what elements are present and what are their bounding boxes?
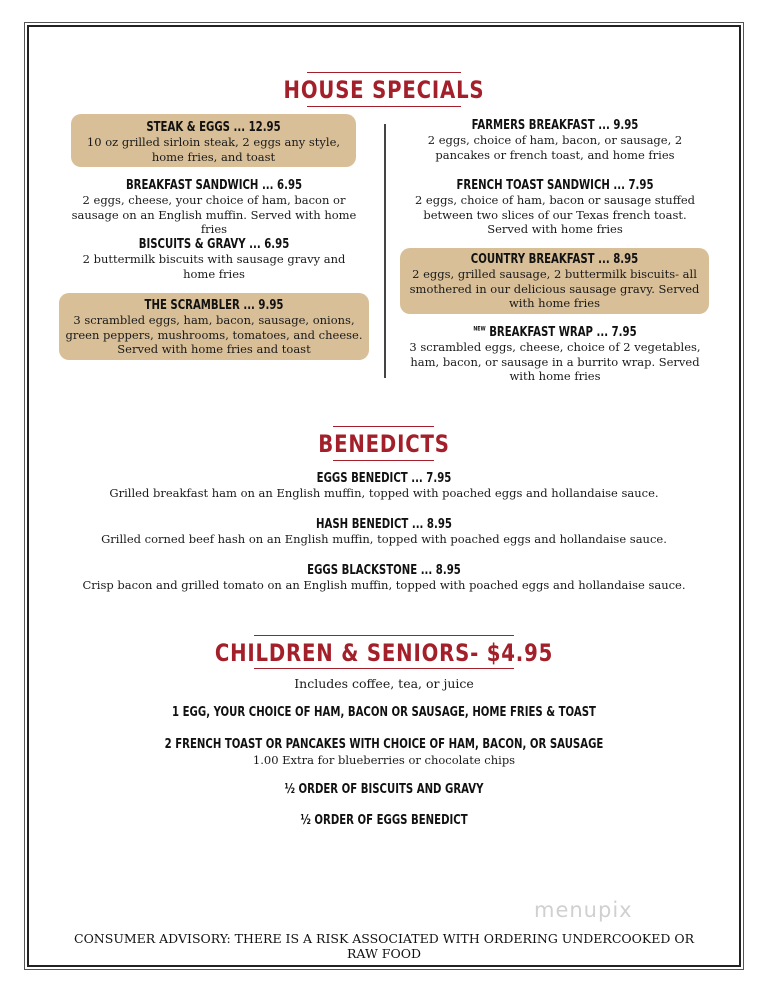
house-specials-top-rule xyxy=(307,72,461,73)
benedicts-bottom-rule xyxy=(333,460,434,461)
children-item-2-note: 1.00 Extra for blueberries or chocolate chips xyxy=(252,753,516,767)
watermark-logo: menupix xyxy=(534,898,633,922)
item-name: EGGS BENEDICT ... 7.95 xyxy=(316,471,452,486)
item-desc: 3 scrambled eggs, ham, bacon, sausage, onions, green peppers, mushrooms, tomatoes, and cheese. Served with home fries and toast xyxy=(65,313,363,356)
consumer-advisory: CONSUMER ADVISORY: THERE IS A RISK ASSOCIATED WITH ORDERING UNDERCOOKED OR RAW FOOD xyxy=(74,931,694,961)
item-name: COUNTRY BREAKFAST ... 8.95 xyxy=(470,252,639,267)
item-name: THE SCRAMBLER ... 9.95 xyxy=(144,298,284,313)
menu-item-french-toast-sandwich xyxy=(402,178,708,237)
item-name: FARMERS BREAKFAST ... 9.95 xyxy=(471,118,639,133)
item-name-text: BREAKFAST WRAP ... 7.95 xyxy=(489,325,637,340)
item-name: STEAK & EGGS ... 12.95 xyxy=(146,120,281,135)
item-name: HASH BENEDICT ... 8.95 xyxy=(316,517,452,532)
item-name: FRENCH TOAST SANDWICH ... 7.95 xyxy=(456,178,654,193)
house-specials-bottom-rule xyxy=(307,106,461,107)
menu-item-steak-eggs xyxy=(71,114,356,167)
item-desc: Crisp bacon and grilled tomato on an English muffin, topped with poached eggs and hollandaise sauce. xyxy=(82,578,686,592)
house-specials-title: HOUSE SPECIALS xyxy=(283,76,485,104)
benedicts-top-rule xyxy=(333,426,434,427)
column-divider xyxy=(384,124,386,378)
item-name: BREAKFAST SANDWICH ... 6.95 xyxy=(125,178,303,193)
item-desc: 2 eggs, grilled sausage, 2 buttermilk biscuits- all smothered in our delicious sausage gravy. Served with home fries xyxy=(409,267,700,310)
children-item-1: 1 EGG, YOUR CHOICE OF HAM, BACON OR SAUSAGE, HOME FRIES & TOAST xyxy=(172,705,596,720)
menu-item-eggs-blackstone xyxy=(60,563,708,593)
item-desc: 2 eggs, choice of ham, bacon or sausage stuffed between two slices of our Texas french toast. Served with home fries xyxy=(414,193,696,236)
item-desc: 3 scrambled eggs, cheese, choice of 2 vegetables, ham, bacon, or sausage in a burrito wrap. Served with home fries xyxy=(409,340,701,383)
menu-item-the-scrambler xyxy=(59,293,369,360)
item-desc: Grilled corned beef hash on an English muffin, topped with poached eggs and hollandaise sauce. xyxy=(101,532,667,546)
item-desc: Grilled breakfast ham on an English muffin, topped with poached eggs and hollandaise sauce. xyxy=(109,486,659,500)
menu-item-breakfast-sandwich xyxy=(62,178,366,237)
item-desc: 2 buttermilk biscuits with sausage gravy and home fries xyxy=(82,252,346,281)
children-subtitle: Includes coffee, tea, or juice xyxy=(294,676,474,691)
children-item-2: 2 FRENCH TOAST OR PANCAKES WITH CHOICE OF HAM, BACON, OR SAUSAGE xyxy=(164,737,604,752)
menu-item-country-breakfast xyxy=(400,248,709,314)
item-name: BISCUITS & GRAVY ... 6.95 xyxy=(138,237,290,252)
children-title: CHILDREN & SENIORS- $4.95 xyxy=(214,639,554,667)
menu-item-breakfast-wrap xyxy=(402,325,708,384)
menu-item-hash-benedict xyxy=(60,517,708,547)
menu-item-farmers-breakfast xyxy=(402,118,708,162)
menu-item-eggs-benedict xyxy=(60,471,708,501)
children-top-rule xyxy=(254,635,514,636)
children-item-4: ½ ORDER OF EGGS BENEDICT xyxy=(300,813,468,828)
menu-item-biscuits-gravy xyxy=(66,237,362,281)
item-desc: 2 eggs, cheese, your choice of ham, bacon or sausage on an English muffin. Served with home fries xyxy=(71,193,357,236)
new-badge: NEW xyxy=(473,325,486,333)
children-item-3: ½ ORDER OF BISCUITS AND GRAVY xyxy=(284,782,484,797)
item-desc: 2 eggs, choice of ham, bacon, or sausage, 2 pancakes or french toast, and home fries xyxy=(427,133,683,162)
benedicts-title: BENEDICTS xyxy=(318,430,450,458)
children-bottom-rule xyxy=(254,668,514,669)
item-name: EGGS BLACKSTONE ... 8.95 xyxy=(307,563,461,578)
item-desc: 10 oz grilled sirloin steak, 2 eggs any style, home fries, and toast xyxy=(86,135,341,164)
item-name xyxy=(436,325,675,340)
